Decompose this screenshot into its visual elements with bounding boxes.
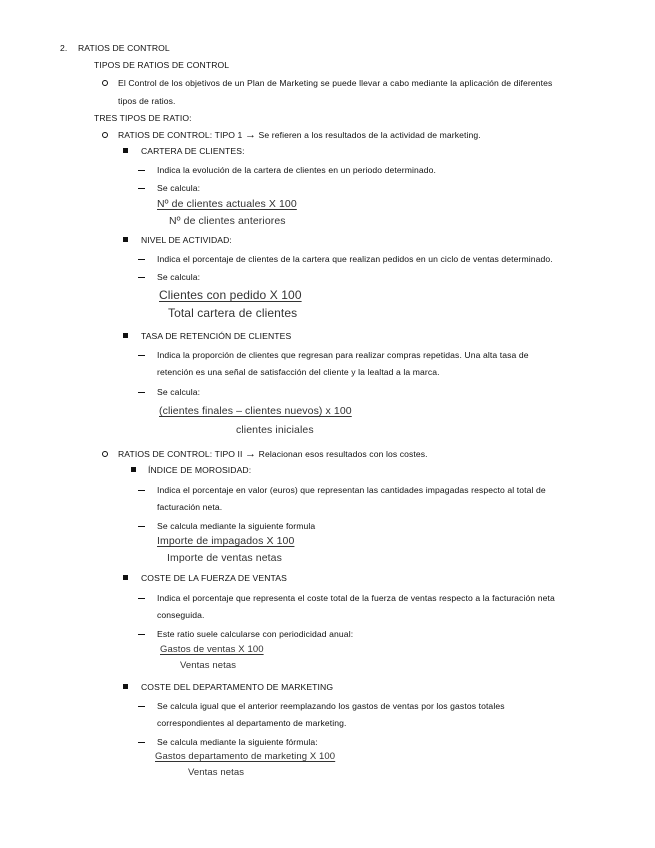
type1-heading: RATIOS DE CONTROL: TIPO 1 → Se refieren a los resultados de la actividad de marketing. bbox=[118, 129, 481, 141]
dash-bullet bbox=[138, 526, 145, 527]
retencion-denominator: clientes iniciales bbox=[236, 424, 314, 436]
arrow-icon: → bbox=[244, 129, 257, 141]
cartera-title: CARTERA DE CLIENTES: bbox=[141, 146, 245, 156]
retencion-desc-line-2: retención es una señal de satisfacción del cliente y la lealtad a la marca. bbox=[157, 367, 440, 377]
dash-bullet bbox=[138, 259, 145, 260]
morosidad-denominator: Importe de ventas netas bbox=[167, 552, 282, 564]
intro-line-1: El Control de los objetivos de un Plan de Marketing se puede llevar a cabo mediante la aplicación de diferentes bbox=[118, 78, 553, 88]
dash-bullet bbox=[138, 170, 145, 171]
nivel-desc: Indica el porcentaje de clientes de la cartera que realizan pedidos en un ciclo de ventas determinado. bbox=[157, 254, 553, 264]
circle-bullet bbox=[102, 80, 108, 86]
fuerza-numerator: Gastos de ventas X 100 bbox=[160, 644, 264, 655]
square-bullet bbox=[123, 148, 128, 153]
square-bullet bbox=[123, 237, 128, 242]
circle-bullet bbox=[102, 132, 108, 138]
departamento-title: COSTE DEL DEPARTAMENTO DE MARKETING bbox=[141, 682, 334, 692]
cartera-numerator: Nº de clientes actuales X 100 bbox=[157, 198, 297, 210]
square-bullet bbox=[131, 467, 136, 472]
section-title: RATIOS DE CONTROL bbox=[78, 43, 170, 53]
retencion-title: TASA DE RETENCIÓN DE CLIENTES bbox=[141, 331, 292, 341]
arrow-icon: → bbox=[245, 448, 257, 460]
dash-bullet bbox=[138, 355, 145, 356]
dash-bullet bbox=[138, 490, 145, 491]
dash-bullet bbox=[138, 392, 145, 393]
section-number: 2. bbox=[60, 43, 68, 53]
departamento-numerator: Gastos departamento de marketing X 100 bbox=[155, 751, 336, 762]
departamento-desc-line-1: Se calcula igual que el anterior reemplazando los gastos de ventas por los gastos totales bbox=[157, 701, 505, 711]
departamento-calc: Se calcula mediante la siguiente fórmula: bbox=[157, 737, 318, 747]
fuerza-title: COSTE DE LA FUERZA DE VENTAS bbox=[141, 573, 287, 583]
morosidad-desc-line-2: facturación neta. bbox=[157, 502, 223, 512]
morosidad-title: ÍNDICE DE MOROSIDAD: bbox=[148, 465, 252, 475]
nivel-numerator: Clientes con pedido X 100 bbox=[159, 288, 302, 302]
departamento-desc-line-2: correspondientes al departamento de marketing. bbox=[157, 718, 347, 728]
dash-bullet bbox=[138, 706, 145, 707]
dash-bullet bbox=[138, 598, 145, 599]
square-bullet bbox=[123, 684, 128, 689]
dash-bullet bbox=[138, 742, 145, 743]
nivel-title: NIVEL DE ACTIVIDAD: bbox=[141, 235, 232, 245]
fuerza-denominator: Ventas netas bbox=[180, 660, 237, 671]
retencion-numerator: (clientes finales – clientes nuevos) x 100 bbox=[159, 405, 352, 417]
morosidad-desc-line-1: Indica el porcentaje en valor (euros) que representan las cantidades impagadas respecto al total de bbox=[157, 485, 546, 495]
retencion-desc-line-1: Indica la proporción de clientes que regresan para realizar compras repetidas. Una alta tasa de bbox=[157, 350, 529, 360]
retencion-calc: Se calcula: bbox=[157, 387, 201, 397]
morosidad-numerator: Importe de impagados X 100 bbox=[157, 535, 295, 547]
nivel-denominator: Total cartera de clientes bbox=[168, 306, 298, 320]
morosidad-calc: Se calcula mediante la siguiente formula bbox=[157, 521, 316, 531]
cartera-desc: Indica la evolución de la cartera de clientes en un periodo determinado. bbox=[157, 165, 437, 175]
fuerza-calc: Este ratio suele calcularse con periodicidad anual: bbox=[157, 629, 354, 639]
cartera-denominator: Nº de clientes anteriores bbox=[169, 215, 286, 227]
circle-bullet bbox=[102, 451, 108, 457]
square-bullet bbox=[123, 575, 128, 580]
dash-bullet bbox=[138, 277, 145, 278]
dash-bullet bbox=[138, 634, 145, 635]
nivel-calc: Se calcula: bbox=[157, 272, 201, 282]
three-types-heading: TRES TIPOS DE RATIO: bbox=[94, 113, 192, 123]
fuerza-desc-line-1: Indica el porcentaje que representa el coste total de la fuerza de ventas respecto a la facturación neta bbox=[157, 593, 555, 603]
types-heading: TIPOS DE RATIOS DE CONTROL bbox=[94, 60, 230, 70]
cartera-calc: Se calcula: bbox=[157, 183, 201, 193]
dash-bullet bbox=[138, 188, 145, 189]
square-bullet bbox=[123, 333, 128, 338]
departamento-denominator: Ventas netas bbox=[188, 767, 245, 778]
intro-line-2: tipos de ratios. bbox=[118, 96, 176, 106]
fuerza-desc-line-2: conseguida. bbox=[157, 610, 205, 620]
type2-heading: RATIOS DE CONTROL: TIPO II → Relacionan esos resultados con los costes. bbox=[118, 448, 428, 460]
